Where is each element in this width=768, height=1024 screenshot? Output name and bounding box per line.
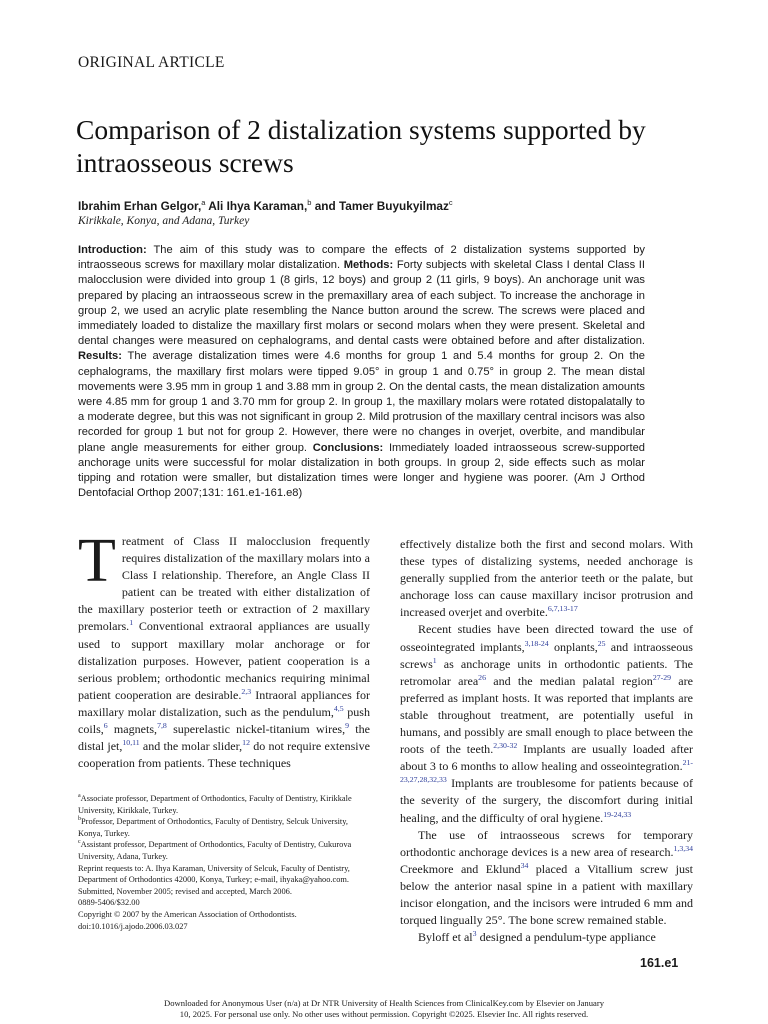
abstract-heading-introduction: Introduction: bbox=[78, 244, 147, 256]
body-text: placed a Vitallium screw just below the anterior nasal spine in a patient with maxillary incisor elongation, and the incisors were intruded 6 mm and torqued lingually 25°. The bone screw remained stable. bbox=[400, 861, 693, 928]
footnote-submitted: Submitted, November 2005; revised and accepted, March 2006. bbox=[78, 886, 292, 896]
download-notice-line: 10, 2025. For personal use only. No other uses without permission. Copyright ©2025. Elsevier Inc. All rights reserved. bbox=[179, 1009, 589, 1019]
footnote-reprint: Reprint requests to: A. Ihya Karaman, University of Selcuk, Faculty of Dentistry, Department of Orthodontics 42000, Konya, Turkey; e-mail, ihyaka@yahoo.com. bbox=[78, 863, 350, 885]
body-text: Creekmore and Eklund bbox=[400, 861, 521, 876]
author-locations: Kirikkale, Konya, and Adana, Turkey bbox=[78, 215, 250, 227]
citation-link[interactable]: 34 bbox=[520, 860, 529, 870]
body-text: Recent studies have been directed toward the use of osseointegrated implants, bbox=[400, 622, 693, 654]
footnote bbox=[78, 793, 370, 816]
citation-link[interactable]: 10,11 bbox=[122, 738, 140, 748]
body-text: Intraoral appliances for maxillary molar distalization, such as the pendulum, bbox=[78, 687, 370, 719]
abstract-text: Immediately loaded intraosseous screw-supported anchorage units were successful for molar distalization in both groups. In group 2, side effects such as molar tipping and rotation were smaller, but distalization times were longer and hygiene was poorer. (Am J Orthod Dentofacial Orthop 2007;131: 161.e1-161.e8) bbox=[78, 441, 645, 500]
body-text: do not require extensive cooperation from patients. These techniques bbox=[78, 739, 370, 771]
citation-link[interactable]: 3 bbox=[472, 929, 477, 939]
body-column-right bbox=[400, 536, 693, 946]
citation-link[interactable]: 2,3 bbox=[241, 686, 252, 696]
body-paragraph bbox=[78, 527, 371, 772]
body-text: magnets, bbox=[107, 722, 158, 737]
citation-link[interactable]: 1 bbox=[432, 655, 437, 665]
citation-link[interactable]: 7,8 bbox=[157, 721, 167, 731]
footnote-text: Professor, Department of Orthodontics, Faculty of Dentistry, Selcuk University, Konya, Turkey. bbox=[78, 817, 348, 838]
citation-link[interactable]: 21-23,27,28,32,33 bbox=[400, 758, 693, 785]
citation-link[interactable]: 27-29 bbox=[652, 672, 672, 682]
abstract-text: Forty subjects with skeletal Class I dental Class II malocclusion were divided into group 1 (8 girls, 12 boys) and group 2 (11 girls, 9 boys). An anchorage unit was prepared by placing an intraosseous screw in the premaxillary area of each subject. To increase the anchorage in group 2, we used an acrylic plate resembling the Nance button around the screw. The screws were placed and immediately loaded to distalize the maxillary first molars or second molars when they were present. Skeletal and dental changes were measured on cephalograms, and dental casts were obtained before and after distalization. bbox=[78, 259, 645, 348]
page-number: 161.e1 bbox=[640, 956, 679, 970]
abstract-heading-methods: Methods: bbox=[343, 259, 394, 272]
body-text: Implants are usually loaded after about 3 to 6 months to allow healing and osseointegration. bbox=[400, 742, 693, 774]
citation-link[interactable]: 6 bbox=[103, 721, 108, 731]
author-list bbox=[78, 198, 453, 213]
footnote bbox=[78, 839, 370, 862]
citation-link[interactable]: 9 bbox=[345, 721, 350, 731]
citation-link[interactable]: 3,18-24 bbox=[524, 638, 549, 648]
author-name: Ali Ihya Karaman, bbox=[205, 198, 308, 213]
abstract-text: The average distalization times were 4.6 months for group 1 and 5.4 months for group 2. On the cephalograms, the maxillary first molars were tipped 9.05° in group 1 and 0.75° in group 2. The mean distal movements were 3.95 mm in group 1 and 3.88 mm in group 2. On the dental casts, the mean distalization amounts were 4.85 mm for group 1 and 3.70 mm for group 2. In group 1, the maxillary molars were rotated distopalatally to a moderate degree, but this was not significant in group 2. Mild protrusion of the maxillary central incisors was also recorded for group 1 but not for group 2. However, there were no changes in overjet, overbite, and mandibular plane angle measurements for either group. bbox=[78, 350, 645, 454]
footnote-text: Assistant professor, Department of Orthodontics, Faculty of Dentistry, Cukurova University, Adana, Turkey. bbox=[78, 840, 352, 861]
abstract-text: The aim of this study was to compare the effects of 2 distalization systems supported by intraosseous screws for maxillary molar distalization. bbox=[78, 244, 645, 272]
body-text: onplants, bbox=[548, 639, 598, 654]
abstract-heading-results: Results: bbox=[78, 350, 122, 363]
body-text: designed a pendulum-type appliance bbox=[476, 930, 656, 945]
author-affiliation-mark: b bbox=[307, 198, 312, 207]
body-paragraph bbox=[400, 536, 693, 621]
drop-cap: T bbox=[78, 527, 116, 595]
download-notice bbox=[0, 998, 768, 1020]
citation-link[interactable]: 1 bbox=[129, 618, 134, 628]
body-text: Byloff et al bbox=[418, 930, 473, 945]
author-name: and Tamer Buyukyilmaz bbox=[311, 198, 449, 213]
footnotes bbox=[78, 793, 370, 932]
citation-link[interactable]: 1,3,34 bbox=[673, 843, 693, 853]
footnote-text: Associate professor, Department of Orthodontics, Faculty of Dentistry, Kirikkale University, Kirikkale, Turkey. bbox=[78, 794, 352, 815]
citation-link[interactable]: 12 bbox=[242, 738, 250, 748]
body-text: Implants are troublesome for patients because of the severity of the surgery, the discomfort during initial healing, and the difficulty of oral hygiene. bbox=[400, 776, 693, 825]
citation-link[interactable]: 6,7,13-17 bbox=[547, 604, 578, 614]
body-text: The use of intraosseous screws for temporary orthodontic anchorage devices is a new area of research. bbox=[400, 827, 693, 859]
citation-link[interactable]: 4,5 bbox=[333, 703, 344, 713]
body-text: Conventional extraoral appliances are usually used to support maxillary molar anchorage or for distalization purposes. However, patient cooperation is a serious problem; orthodontic mechanics requiring minimal patient cooperation are desirable. bbox=[78, 619, 370, 702]
footnote-copyright: Copyright © 2007 by the American Association of Orthodontists. bbox=[78, 909, 297, 919]
citation-link[interactable]: 19-24,33 bbox=[603, 809, 632, 819]
abstract-heading-conclusions: Conclusions: bbox=[312, 441, 384, 454]
body-text: and the median palatal region bbox=[485, 673, 653, 688]
article-title: Comparison of 2 distalization systems supported by intraosseous screws bbox=[76, 114, 646, 178]
body-text: the distal jet, bbox=[78, 722, 371, 754]
body-text: are preferred as implant hosts. It was reported that implants are stable throughout treatment, are potentially useful in humans, and possibly are small enough to place between the roots of the teeth. bbox=[400, 673, 693, 757]
section-label: ORIGINAL ARTICLE bbox=[78, 54, 225, 71]
author-affiliation-mark: a bbox=[201, 198, 206, 207]
body-text: and the molar slider, bbox=[139, 739, 243, 754]
download-notice-line: Downloaded for Anonymous User (n/a) at Dr NTR University of Health Sciences from ClinicalKey.com by Elsevier on January bbox=[163, 998, 604, 1008]
citation-link[interactable]: 26 bbox=[478, 672, 486, 682]
author-affiliation-mark: c bbox=[448, 198, 453, 207]
citation-link[interactable]: 2,30-32 bbox=[493, 741, 518, 751]
author-name: Ibrahim Erhan Gelgor, bbox=[78, 198, 202, 213]
footnote-mark: a bbox=[78, 793, 81, 800]
footnote-mark: b bbox=[78, 816, 81, 823]
body-paragraph bbox=[400, 827, 693, 930]
body-text: as anchorage units in orthodontic patients. The retromolar area bbox=[400, 656, 693, 688]
footnote bbox=[78, 816, 370, 839]
abstract bbox=[78, 243, 645, 501]
body-paragraph bbox=[400, 621, 693, 826]
footnote-mark: c bbox=[78, 839, 81, 846]
body-paragraph bbox=[400, 929, 693, 946]
body-text: and intraosseous screws bbox=[400, 639, 693, 671]
body-column-left bbox=[78, 527, 371, 772]
body-text: push coils, bbox=[78, 704, 370, 737]
footnote-issn: 0889-5406/$32.00 bbox=[78, 898, 140, 908]
footnote-doi[interactable]: doi:10.1016/j.ajodo.2006.03.027 bbox=[78, 921, 188, 931]
body-text: superelastic nickel-titanium wires, bbox=[166, 722, 346, 737]
body-text: reatment of Class II malocclusion frequently requires distalization of the maxillary molars into a Class I relationship. Therefore, an Angle Class II patient can be treated with either distalization of the maxillary posterior teeth or extraction of 2 maxillary premolars. bbox=[78, 534, 370, 634]
body-text: effectively distalize both the first and second molars. With these types of distalizing systems, needed anchorage is generally supplied from the anterior teeth or the palate, but anchorage loss can cause maxillary incisor protrusion and increased overjet and overbite. bbox=[400, 537, 693, 620]
citation-link[interactable]: 25 bbox=[597, 638, 606, 648]
